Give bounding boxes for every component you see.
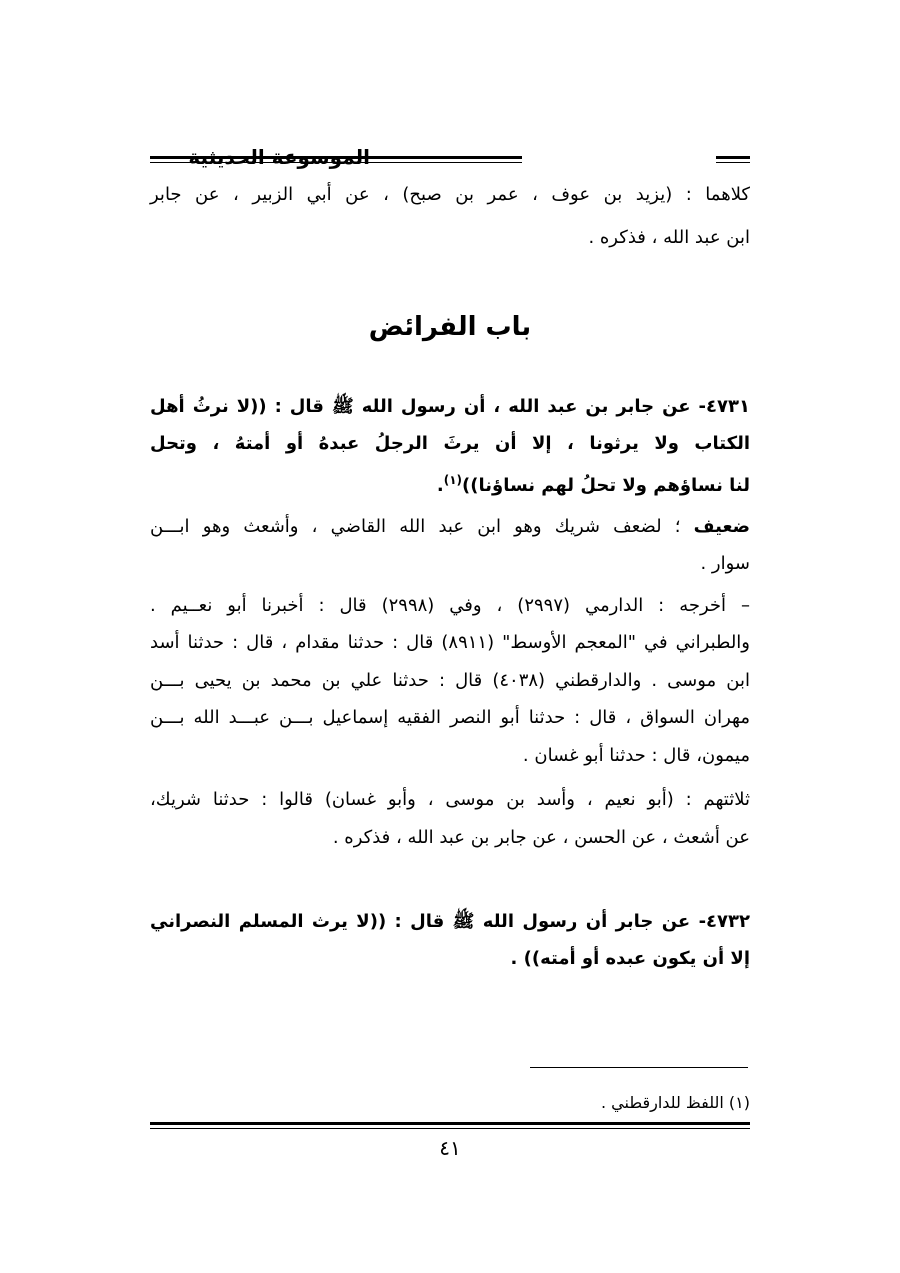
page [150, 0, 750, 1273]
takhrij-line-5: ميمون، قال : حدثنا أبو غسان . [522, 745, 750, 766]
footnote-ref: (١) [443, 473, 463, 487]
takhrij-line-3: ابن موسى . والدارقطني (٤٠٣٨) قال : حدثنا علي بن محمد بن يحيى بـــن [150, 670, 750, 691]
grading-line-1 [150, 512, 750, 542]
takhrij-line-6: ثلاثتهم : (أبو نعيم ، وأسد بن موسى ، وأبو غسان) قالوا : حدثنا شريك، [150, 789, 750, 810]
hadith-4731-line-3 [150, 465, 750, 501]
intro-line-2: ابن عبد الله ، فذكره . [588, 227, 750, 248]
running-header [150, 142, 750, 174]
section-title: باب الفرائض [368, 312, 532, 342]
footnote-separator [530, 1067, 748, 1068]
hadith-4731-line-1: ٤٧٣١- عن جابر بن عبد الله ، أن رسول الله ﷺ قال : ((لا نرثُ أهل [150, 396, 750, 417]
hadith-4732-line-1: ٤٧٣٢- عن جابر أن رسول الله ﷺ قال : ((لا يرث المسلم النصراني [150, 911, 750, 932]
header-title: الموسوعة الحديثية [188, 145, 370, 169]
hadith-4731-line-3-end: . [436, 475, 444, 496]
page-number: ٤١ [439, 1136, 461, 1160]
grading-text: ؛ لضعف شريك وهو ابن عبد الله القاضي ، وأشعث وهو ابـــن [150, 516, 681, 537]
header-rule-right-thin [716, 162, 750, 163]
header-rule-right-thick [716, 156, 750, 159]
takhrij-line-2: والطبراني في "المعجم الأوسط" (٨٩١١) قال : حدثنا مقدام ، قال : حدثنا أسد [150, 632, 750, 653]
hadith-4731-line-2: الكتاب ولا يرثونا ، إلا أن يرثَ الرجلُ عبدهُ أو أمتهُ ، وتحل [150, 433, 750, 454]
takhrij-line-4: مهران السواق ، قال : حدثنا أبو النصر الفقيه إسماعيل بـــن عبـــد الله بـــن [150, 707, 750, 728]
bottom-rule-thick [150, 1122, 750, 1125]
hadith-4731-line-3-text: لنا نساؤهم ولا تحلُ لهم نساؤنا)) [462, 475, 750, 496]
hadith-4732-line-2: إلا أن يكون عبده أو أمته)) . [510, 948, 750, 969]
grading-label: ضعيف [693, 516, 750, 537]
bottom-rule-thin [150, 1128, 750, 1129]
takhrij-line-7: عن أشعث ، عن الحسن ، عن جابر بن عبد الله ، فذكره . [332, 827, 750, 848]
grading-line-2: سوار . [700, 553, 750, 574]
takhrij-line-1: – أخرجه : الدارمي (٢٩٩٧) ، وفي (٢٩٩٨) قال : أخبرنا أبو نعــيم . [150, 595, 750, 616]
intro-line-1: كلاهما : (يزيد بن عوف ، عمر بن صبح) ، عن أبي الزبير ، عن جابر [150, 184, 750, 205]
footnote-text: (١) اللفظ للدارقطني . [600, 1093, 750, 1112]
